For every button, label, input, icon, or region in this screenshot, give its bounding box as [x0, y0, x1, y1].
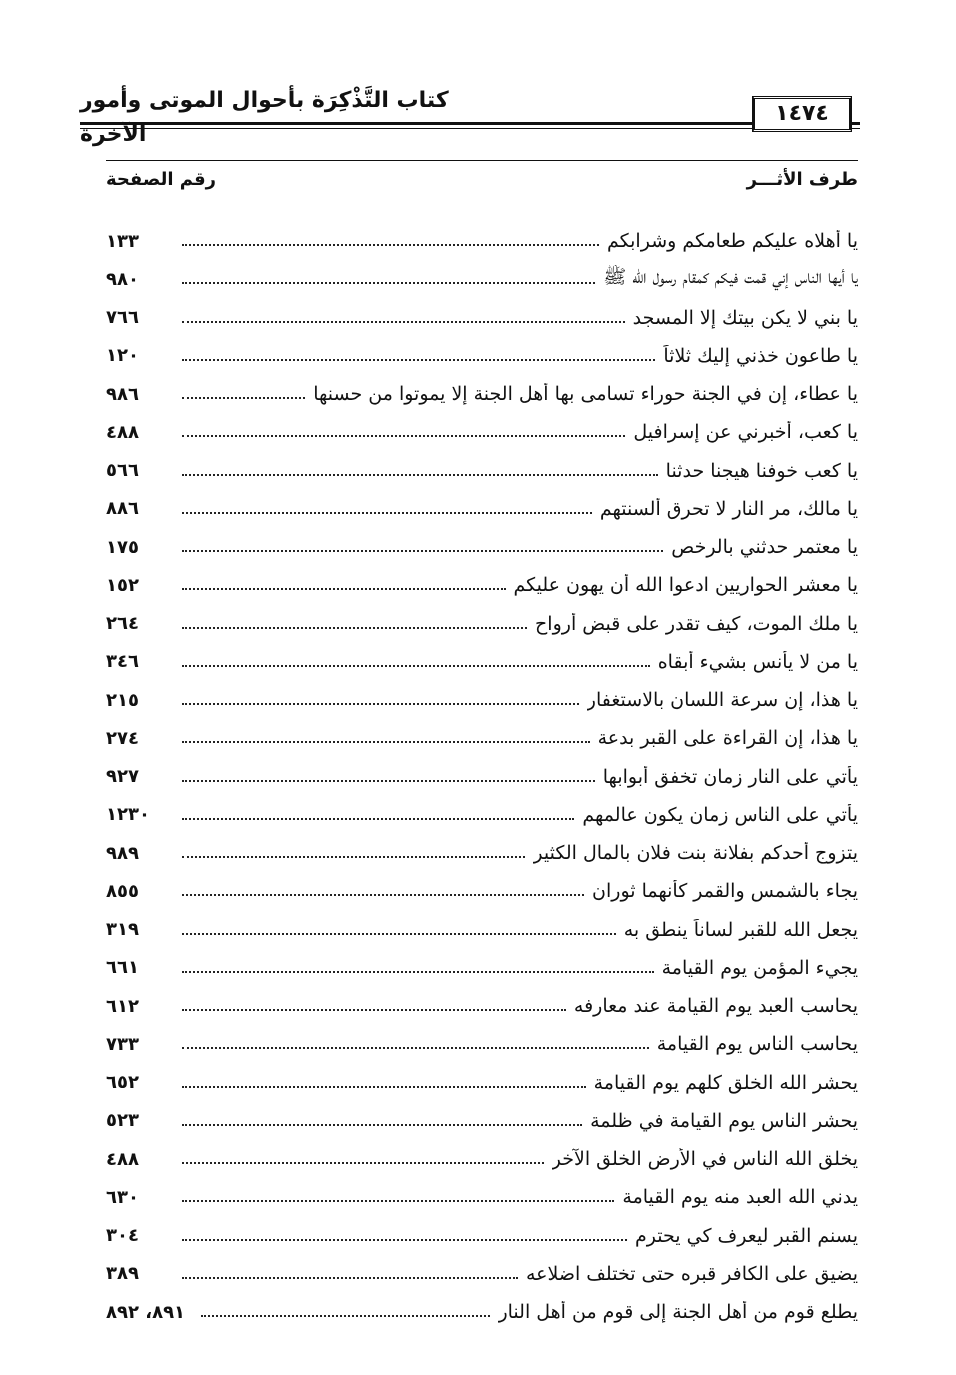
index-entry	[106, 1140, 858, 1178]
index-entry	[106, 337, 858, 375]
entry-text: يجيء المؤمن يوم القيامة	[661, 956, 858, 979]
entry-text: يأتي على الناس زمان يكون عالمهم	[582, 803, 858, 826]
column-headers	[106, 160, 858, 201]
entry-page-number: ٦٦١	[106, 957, 139, 979]
index-entry	[106, 1102, 858, 1140]
dot-leader	[182, 780, 595, 782]
dot-leader	[182, 1200, 614, 1202]
entry-text: يا هذا، إن سرعة اللسان بالاستغفار	[586, 689, 858, 712]
entry-text: يا بني لا يكن بيتك إلا المسجد	[632, 306, 858, 329]
index-entry	[106, 719, 858, 757]
entry-page-number: ٢٦٤	[106, 613, 139, 635]
page-header	[80, 84, 860, 147]
entry-text: يا ملك الموت، كيف تقدر على قبض أرواح	[535, 612, 858, 635]
index-entry	[106, 834, 858, 872]
dot-leader	[182, 512, 592, 514]
dot-leader	[182, 741, 590, 743]
entry-text: يجعل الله للقبر لساناً ينطق به	[623, 918, 858, 941]
entry-text: يا طاعون خذني إليك ثلاثاً	[663, 344, 858, 367]
entry-page-number: ٥٦٦	[106, 460, 139, 482]
entry-page-number: ٦٥٢	[106, 1072, 139, 1094]
index-entry	[106, 452, 858, 490]
entry-page-number: ٣٠٤	[106, 1225, 139, 1247]
entry-text: يا من لا يأنس بشيء أبقاه	[657, 650, 858, 673]
index-entry	[106, 566, 858, 604]
entry-text: يا عطاء، إن في الجنة حوراء تسامى بها أهل الجنة إلا يموتوا من حسنها	[313, 383, 858, 406]
entry-text: يا كعب، أخبرني عن إسرافيل	[633, 421, 858, 444]
entry-page-number: ٣١٩	[106, 919, 139, 941]
dot-leader	[182, 1162, 544, 1164]
entry-text: يحاسب العبد يوم القيامة عند معارفه	[573, 995, 858, 1018]
entry-page-number: ٣٨٩	[106, 1263, 139, 1285]
dot-leader	[182, 474, 658, 476]
index-entry	[106, 796, 858, 834]
dot-leader	[182, 321, 625, 323]
entry-page-number: ١٣٣	[106, 230, 139, 252]
entry-text: يتزوج أحدكم بفلانة بنت فلان بالمال الكثير	[533, 842, 858, 865]
page-number: ١٤٧٤	[752, 96, 852, 132]
index-entry	[106, 222, 858, 260]
dot-leader	[182, 933, 616, 935]
index-entry	[106, 681, 858, 719]
text-column-header: طرف الأثـــر	[746, 169, 858, 190]
index-entry	[106, 1217, 858, 1255]
dot-leader	[182, 244, 599, 246]
index-entry	[106, 490, 858, 528]
entry-page-number: ٨٥٥	[106, 880, 139, 902]
index-entry	[106, 1293, 858, 1331]
entry-text: يا أهلاه عليكم طعامكم وشرابكم	[607, 230, 858, 253]
entry-text: يدني الله العبد منه يوم القيامة	[622, 1186, 858, 1209]
entry-page-number: ٨٩١، ٨٩٢	[106, 1301, 186, 1323]
entry-page-number: ٦٣٠	[106, 1186, 139, 1208]
dot-leader	[182, 894, 584, 896]
entry-text: يحشر الناس يوم القيامة في ظلمة	[590, 1109, 858, 1132]
entry-text: يخلق الله الناس في الأرض الخلق الآخر	[551, 1148, 858, 1171]
header-rule-tail	[852, 122, 860, 129]
dot-leader	[182, 1277, 518, 1279]
dot-leader	[182, 1086, 586, 1088]
index-entry	[106, 528, 858, 566]
dot-leader	[182, 435, 625, 437]
entry-page-number: ٧٣٣	[106, 1033, 139, 1055]
entry-text: يسنم القبر ليعرف كي يحترم	[635, 1224, 858, 1247]
entry-page-number: ٤٨٨	[106, 1148, 139, 1170]
entry-text: يحاسب الناس يوم القيامة	[656, 1033, 858, 1056]
index-entry	[106, 1064, 858, 1102]
index-entry	[106, 299, 858, 337]
entry-page-number: ٣٤٦	[106, 651, 139, 673]
entry-text: يا كعب خوفنا هيجنا حدثنا	[665, 459, 858, 482]
entry-text: يا هذا، إن القراءة على القبر بدعة	[597, 727, 858, 750]
entry-page-number: ٦١٢	[106, 995, 139, 1017]
entry-text: يأتي على النار زمان تخفق أبوابها	[602, 765, 858, 788]
index-entry	[106, 1178, 858, 1216]
entry-text: يا معشر الحواريين ادعوا الله أن يهون عليكم	[513, 574, 858, 597]
dot-leader	[182, 627, 527, 629]
dot-leader	[182, 1047, 649, 1049]
index-entry	[106, 758, 858, 796]
entry-page-number: ٩٢٧	[106, 766, 139, 788]
index-entry	[106, 987, 858, 1025]
entry-page-number: ٧٦٦	[106, 307, 139, 329]
entry-page-number: ٩٨٠	[106, 268, 139, 290]
dot-leader	[182, 1009, 566, 1011]
entry-page-number: ٨٨٦	[106, 498, 139, 520]
index-entry	[106, 413, 858, 451]
index-entry	[106, 260, 858, 298]
entry-page-number: ٩٨٩	[106, 842, 139, 864]
index-list	[106, 222, 858, 1331]
dot-leader	[182, 397, 305, 399]
index-entry	[106, 949, 858, 987]
entry-text: يا معتمر حدثني بالرخص	[671, 536, 858, 559]
dot-leader	[182, 818, 574, 820]
dot-leader	[182, 282, 595, 284]
book-title: كتاب التَّذْكِرَة بأحوال الموتى وأمور الآخرة	[80, 88, 449, 147]
dot-leader	[182, 1124, 582, 1126]
entry-text: يطلع قوم من أهل الجنة إلى قوم من أهل النار	[498, 1301, 858, 1324]
entry-page-number: ١٥٢	[106, 574, 139, 596]
page-column-header: رقم الصفحة	[106, 169, 217, 190]
entry-page-number: ١٧٥	[106, 536, 139, 558]
index-entry	[106, 605, 858, 643]
index-entry	[106, 872, 858, 910]
entry-text: يحشر الله الخلق كلهم يوم القيامة	[593, 1071, 858, 1094]
dot-leader	[182, 1239, 627, 1241]
index-entry	[106, 643, 858, 681]
index-entry	[106, 1255, 858, 1293]
entry-page-number: ٢١٥	[106, 689, 139, 711]
entry-page-number: ٢٧٤	[106, 727, 139, 749]
dot-leader	[182, 665, 650, 667]
entry-text: يجاء بالشمس والقمر كأنهما ثوران	[592, 880, 858, 903]
entry-text: يا أيها الناس إني قمت فيكم كمقام رسول الله ﷺ	[603, 266, 858, 289]
entry-page-number: ١٢٣٠	[106, 804, 150, 826]
index-entry	[106, 375, 858, 413]
entry-text: يا مالك، مر النار لا تحرق ألسنتهم	[599, 497, 858, 520]
dot-leader	[182, 550, 663, 552]
entry-page-number: ٤٨٨	[106, 421, 139, 443]
index-entry	[106, 1025, 858, 1063]
entry-page-number: ١٢٠	[106, 345, 139, 367]
dot-leader	[182, 856, 525, 858]
entry-text: يضيق على الكافر قبره حتى تختلف اضلاعه	[525, 1262, 858, 1285]
dot-leader	[201, 1315, 490, 1317]
dot-leader	[182, 359, 655, 361]
dot-leader	[182, 703, 579, 705]
entry-page-number: ٥٢٣	[106, 1110, 139, 1132]
entry-page-number: ٩٨٦	[106, 383, 139, 405]
dot-leader	[182, 588, 506, 590]
index-entry	[106, 911, 858, 949]
dot-leader	[182, 971, 654, 973]
header-rule	[80, 122, 752, 129]
